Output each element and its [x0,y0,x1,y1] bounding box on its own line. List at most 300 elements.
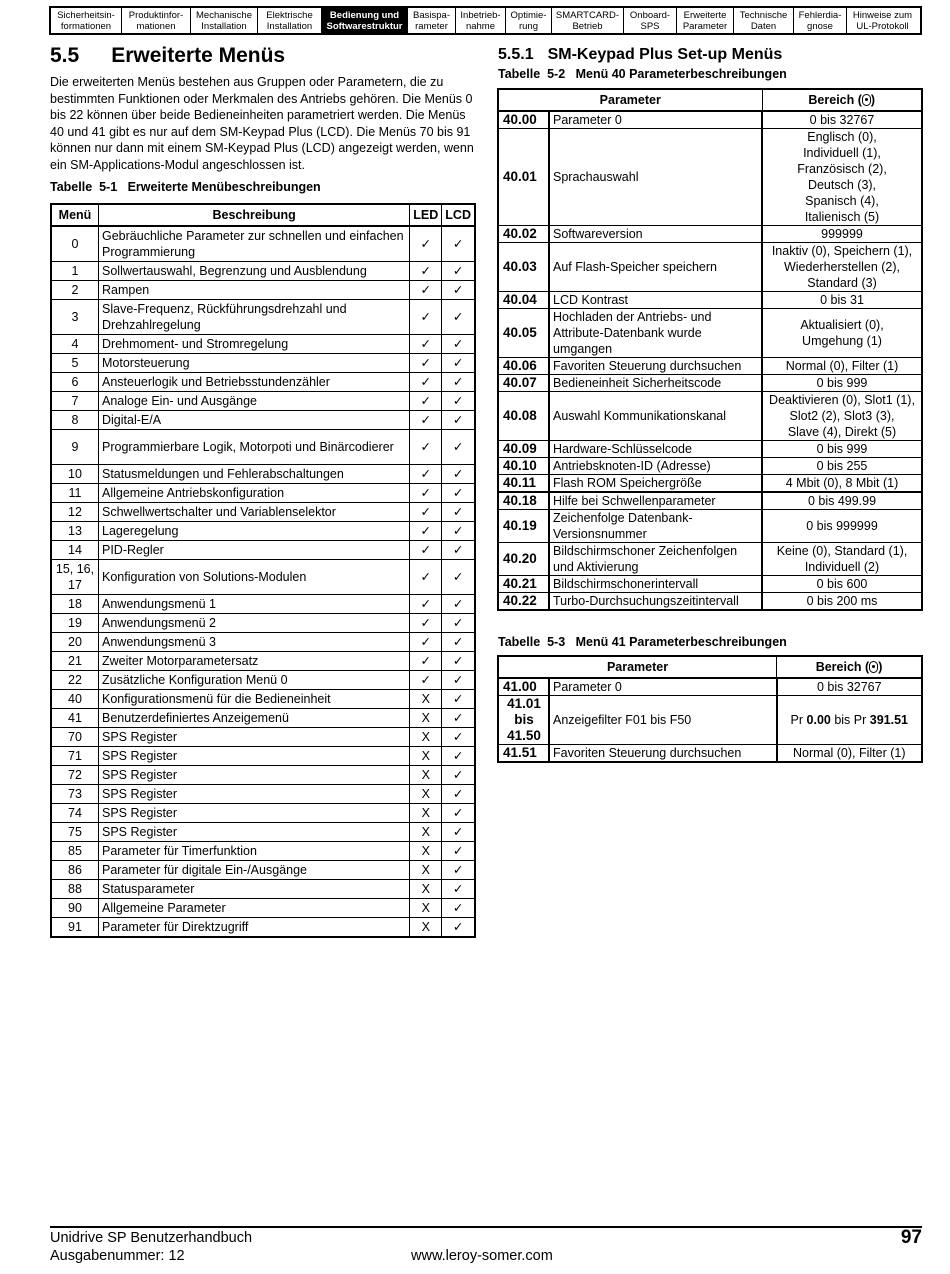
table-row [51,392,475,411]
led-support-cell: ✓ [410,392,442,411]
menu-description-cell: Statusmeldungen und Fehlerabschaltungen [99,465,410,484]
subsection-title: SM-Keypad Plus Set-up Menüs [547,46,783,63]
lcd-support-cell: ✓ [442,614,475,633]
led-support-cell: ✓ [410,652,442,671]
menu-description-cell: Anwendungsmenü 2 [99,614,410,633]
table-row [498,678,922,696]
nav-tab[interactable]: Onboard- SPS [624,8,677,33]
lcd-support-cell: ✓ [442,541,475,560]
led-support-cell: ✓ [410,335,442,354]
menu-number-cell: 15, 16, 17 [51,560,99,595]
menu-description-cell: Rampen [99,281,410,300]
table-row [498,309,922,358]
extended-menus-table [50,203,476,938]
parameter-number-cell: 40.20 [498,543,549,576]
parameter-range-cell: Deaktivieren (0), Slot1 (1), Slot2 (2), Slot3 (3), Slave (4), Direkt (5) [762,392,922,441]
led-support-cell: ✓ [410,373,442,392]
menu-description-cell: Drehmoment- und Stromregelung [99,335,410,354]
table-row [498,593,922,611]
col-header-led: LED [410,204,442,226]
menu-number-cell: 7 [51,392,99,411]
lcd-support-cell: ✓ [442,465,475,484]
range-header-close: ) [878,660,883,674]
footer-divider [50,1226,922,1228]
menu-number-cell: 4 [51,335,99,354]
led-support-cell: X [410,785,442,804]
parameter-description-cell: Hochladen der Antriebs- und Attribute-Datenbank wurde umgangen [549,309,762,358]
parameter-range-cell: 0 bis 600 [762,576,922,593]
table1-caption [50,180,321,194]
subsection-heading [498,46,782,64]
parameter-number-cell: 40.11 [498,475,549,493]
led-support-cell: X [410,880,442,899]
led-support-cell: X [410,709,442,728]
footer-issue-number: Ausgabenummer: 12 [50,1248,185,1264]
led-support-cell: ✓ [410,560,442,595]
parameter-range-cell: Normal (0), Filter (1) [777,745,922,763]
table-row [498,510,922,543]
nav-tab[interactable]: Sicherheitsin- formationen [51,8,122,33]
col-header-lcd: LCD [442,204,475,226]
menu-number-cell: 10 [51,465,99,484]
lcd-support-cell: ✓ [442,503,475,522]
parameter-description-cell: Antriebsknoten-ID (Adresse) [549,458,762,475]
table-row [51,430,475,465]
menu-number-cell: 13 [51,522,99,541]
nav-tab[interactable]: Technische Daten [734,8,794,33]
table-row [498,543,922,576]
menu-number-cell: 5 [51,354,99,373]
lcd-support-cell: ✓ [442,633,475,652]
parameter-description-cell: Parameter 0 [549,678,777,696]
parameter-range-cell: 0 bis 200 ms [762,593,922,611]
lcd-support-cell: ✓ [442,785,475,804]
parameter-range-cell: 0 bis 999999 [762,510,922,543]
parameter-range-cell: 0 bis 31 [762,292,922,309]
table-row [51,842,475,861]
led-support-cell: X [410,747,442,766]
parameter-number-cell: 40.19 [498,510,549,543]
col-header-parameter: Parameter [498,656,777,678]
parameter-range-cell: 0 bis 32767 [777,678,922,696]
nav-tab[interactable]: Basispa- rameter [408,8,456,33]
section-number: 5.5 [50,44,80,67]
menu-number-cell: 72 [51,766,99,785]
lcd-support-cell: ✓ [442,728,475,747]
menu-description-cell: Gebräuchliche Parameter zur schnellen und einfachen Programmierung [99,226,410,262]
menu-number-cell: 71 [51,747,99,766]
table-row [51,373,475,392]
lcd-support-cell: ✓ [442,595,475,614]
table3-caption-title: Menü 41 Parameterbeschreibungen [575,635,787,649]
lcd-support-cell: ✓ [442,300,475,335]
table-row [51,465,475,484]
menu-description-cell: SPS Register [99,785,410,804]
parameter-range-cell: 0 bis 999 [762,441,922,458]
nav-tab[interactable]: Erweiterte Parameter [677,8,734,33]
menu-number-cell: 20 [51,633,99,652]
table-row [51,354,475,373]
menu-number-cell: 75 [51,823,99,842]
menu-description-cell: SPS Register [99,804,410,823]
table-row [498,392,922,441]
table-row [498,475,922,493]
menu-description-cell: SPS Register [99,747,410,766]
menu-number-cell: 9 [51,430,99,465]
menu-number-cell: 88 [51,880,99,899]
lcd-support-cell: ✓ [442,373,475,392]
parameter-description-cell: Auswahl Kommunikationskanal [549,392,762,441]
table-row [51,918,475,938]
footer-manual-title: Unidrive SP Benutzerhandbuch [50,1230,253,1246]
menu-number-cell: 41 [51,709,99,728]
menu-number-cell: 6 [51,373,99,392]
menu-number-cell: 8 [51,411,99,430]
table1-caption-label: Tabelle 5-1 [50,180,118,194]
menu-description-cell: PID-Regler [99,541,410,560]
parameter-description-cell: Bildschirmschoner Zeichenfolgen und Aktivierung [549,543,762,576]
led-support-cell: ✓ [410,541,442,560]
range-middle: bis Pr [830,713,870,727]
lcd-support-cell: ✓ [442,430,475,465]
parameter-description-cell: Favoriten Steuerung durchsuchen [549,358,762,375]
lcd-support-cell: ✓ [442,354,475,373]
table-row [498,226,922,243]
menu-number-cell: 0 [51,226,99,262]
menu-description-cell: Zusätzliche Konfiguration Menü 0 [99,671,410,690]
menu-number-cell: 3 [51,300,99,335]
table-row [51,671,475,690]
led-support-cell: X [410,690,442,709]
table-row [51,880,475,899]
parameter-range-cell: 4 Mbit (0), 8 Mbit (1) [762,475,922,493]
led-support-cell: ✓ [410,300,442,335]
led-support-cell: ✓ [410,503,442,522]
table-row [51,300,475,335]
lcd-support-cell: ✓ [442,918,475,938]
lcd-support-cell: ✓ [442,804,475,823]
nav-tab[interactable]: Optimie- rung [506,8,552,33]
page-number: 97 [900,1227,922,1248]
menu-number-cell: 12 [51,503,99,522]
table-row [51,633,475,652]
lcd-support-cell: ✓ [442,690,475,709]
menu-number-cell: 14 [51,541,99,560]
menu-number-cell: 70 [51,728,99,747]
led-support-cell: X [410,842,442,861]
lcd-support-cell: ✓ [442,392,475,411]
menu-number-cell: 2 [51,281,99,300]
menu-number-cell: 21 [51,652,99,671]
table-row [498,458,922,475]
menu-description-cell: Programmierbare Logik, Motorpoti und Binärcodierer [99,430,410,465]
menu-description-cell: Statusparameter [99,880,410,899]
parameter-number-cell: 40.18 [498,492,549,510]
menu-number-cell: 74 [51,804,99,823]
menu-description-cell: Lageregelung [99,522,410,541]
lcd-support-cell: ✓ [442,671,475,690]
parameter-description-cell: Parameter 0 [549,111,762,129]
lcd-support-cell: ✓ [442,281,475,300]
parameter-range-cell: Englisch (0), Individuell (1), Französisch (2), Deutsch (3), Spanisch (4), Italienisch (5) [762,129,922,226]
parameter-range-cell: Keine (0), Standard (1), Individuell (2) [762,543,922,576]
led-support-cell: ✓ [410,411,442,430]
nav-tab[interactable]: Inbetrieb- nahme [456,8,506,33]
menu-number-cell: 86 [51,861,99,880]
table-row [51,411,475,430]
parameter-range-cell [777,696,922,745]
parameter-number-cell: 40.06 [498,358,549,375]
nav-tab[interactable]: Fehlerdia- gnose [794,8,847,33]
menu-description-cell: Analoge Ein- und Ausgänge [99,392,410,411]
parameter-number-cell: 40.05 [498,309,549,358]
led-support-cell: ✓ [410,226,442,262]
led-support-cell: ✓ [410,671,442,690]
lcd-support-cell: ✓ [442,747,475,766]
table-row [51,861,475,880]
lcd-support-cell: ✓ [442,262,475,281]
led-support-cell: ✓ [410,465,442,484]
parameter-description-cell: Auf Flash-Speicher speichern [549,243,762,292]
menu-description-cell: Zweiter Motorparametersatz [99,652,410,671]
menu-description-cell: Parameter für Direktzugriff [99,918,410,938]
menu-description-cell: SPS Register [99,766,410,785]
table-row [498,492,922,510]
menu-description-cell: SPS Register [99,823,410,842]
table2-caption-title: Menü 40 Parameterbeschreibungen [575,67,787,81]
menu-description-cell: Konfigurationsmenü für die Bedieneinheit [99,690,410,709]
menu-number-cell: 90 [51,899,99,918]
menu-description-cell: Konfiguration von Solutions-Modulen [99,560,410,595]
lcd-support-cell: ✓ [442,842,475,861]
led-support-cell: ✓ [410,484,442,503]
menu-description-cell: Anwendungsmenü 1 [99,595,410,614]
parameter-range-cell: Aktualisiert (0), Umgehung (1) [762,309,922,358]
nav-tab[interactable]: Produktinfor- mationen [122,8,191,33]
range-header-text: Bereich ( [808,93,862,107]
parameter-description-cell: Turbo-Durchsuchungszeitintervall [549,593,762,611]
led-support-cell: X [410,728,442,747]
table2-caption [498,67,787,81]
menu-number-cell: 18 [51,595,99,614]
table-row [51,281,475,300]
subsection-number: 5.5.1 [498,46,534,63]
table-row [51,785,475,804]
menu41-parameter-table [497,655,923,763]
table-row [51,226,475,262]
parameter-description-cell: Softwareversion [549,226,762,243]
range-header-close: ) [870,93,876,107]
menu-number-cell: 11 [51,484,99,503]
parameter-description-cell: Favoriten Steuerung durchsuchen [549,745,777,763]
parameter-range-cell: Inaktiv (0), Speichern (1), Wiederherstellen (2), Standard (3) [762,243,922,292]
keypad-icon [862,94,871,106]
table-row [51,614,475,633]
table-row [51,766,475,785]
table-row [51,503,475,522]
table-row [498,358,922,375]
table-row [51,747,475,766]
col-header-range [762,89,922,111]
table-row [498,745,922,763]
menu40-parameter-table [497,88,923,611]
lcd-support-cell: ✓ [442,880,475,899]
led-support-cell: ✓ [410,281,442,300]
led-support-cell: X [410,766,442,785]
table-row [498,441,922,458]
led-support-cell: X [410,899,442,918]
lcd-support-cell: ✓ [442,226,475,262]
parameter-number-cell: 40.00 [498,111,549,129]
range-header-text: Bereich ( [815,660,870,674]
parameter-range-cell: 0 bis 999 [762,375,922,392]
led-support-cell: ✓ [410,595,442,614]
parameter-number-cell: 40.10 [498,458,549,475]
parameter-description-cell: Hilfe bei Schwellenparameter [549,492,762,510]
parameter-range-cell: Normal (0), Filter (1) [762,358,922,375]
parameter-number-cell: 40.22 [498,593,549,611]
table-row [51,541,475,560]
lcd-support-cell: ✓ [442,766,475,785]
parameter-number-cell: 40.09 [498,441,549,458]
parameter-description-cell: Zeichenfolge Datenbank-Versionsnummer [549,510,762,543]
parameter-description-cell: Hardware-Schlüsselcode [549,441,762,458]
parameter-description-cell: Anzeigefilter F01 bis F50 [549,696,777,745]
table-row [51,560,475,595]
table-row [498,576,922,593]
table-row [51,709,475,728]
menu-description-cell: Allgemeine Parameter [99,899,410,918]
table-row [51,823,475,842]
led-support-cell: X [410,823,442,842]
table-row [498,129,922,226]
parameter-description-cell: Flash ROM Speichergröße [549,475,762,493]
col-header-menu: Menü [51,204,99,226]
led-support-cell: ✓ [410,430,442,465]
menu-description-cell: Digital-E/A [99,411,410,430]
table-row [51,335,475,354]
parameter-number-cell: 41.51 [498,745,549,763]
menu-number-cell: 40 [51,690,99,709]
parameter-range-cell: 0 bis 499.99 [762,492,922,510]
parameter-number-cell: 40.04 [498,292,549,309]
lcd-support-cell: ✓ [442,484,475,503]
lcd-support-cell: ✓ [442,861,475,880]
nav-tab[interactable]: Elektrische Installation [258,8,322,33]
led-support-cell: ✓ [410,354,442,373]
table-row [51,690,475,709]
col-header-parameter: Parameter [498,89,762,111]
table-row [51,728,475,747]
menu-description-cell: Schwellwertschalter und Variablenselektor [99,503,410,522]
menu-number-cell: 85 [51,842,99,861]
parameter-range-cell: 0 bis 32767 [762,111,922,129]
table3-caption-label: Tabelle 5-3 [498,635,566,649]
menu-description-cell: Parameter für digitale Ein-/Ausgänge [99,861,410,880]
parameter-description-cell: Sprachauswahl [549,129,762,226]
table-row [51,899,475,918]
led-support-cell: ✓ [410,262,442,281]
parameter-number-cell: 41.00 [498,678,549,696]
menu-description-cell: Motorsteuerung [99,354,410,373]
table-row [51,804,475,823]
range-end-value: 391.51 [869,713,908,727]
table1-caption-title: Erweiterte Menübeschreibungen [127,180,321,194]
section-title: Erweiterte Menüs [111,44,286,67]
range-start-value: 0.00 [806,713,831,727]
footer-website-link[interactable]: www.leroy-somer.com [411,1248,553,1264]
parameter-description-cell: Bildschirmschonerintervall [549,576,762,593]
table-row [51,484,475,503]
parameter-number-cell: 40.01 [498,129,549,226]
led-support-cell: X [410,918,442,938]
col-header-range [777,656,922,678]
lcd-support-cell: ✓ [442,560,475,595]
led-support-cell: ✓ [410,614,442,633]
menu-number-cell: 1 [51,262,99,281]
menu-number-cell: 19 [51,614,99,633]
range-prefix: Pr [790,713,807,727]
table-row [498,292,922,309]
parameter-number-cell: 40.07 [498,375,549,392]
lcd-support-cell: ✓ [442,522,475,541]
nav-tab[interactable]: Bedienung und Softwarestruktur [322,8,408,33]
menu-number-cell: 91 [51,918,99,938]
section-intro: Die erweiterten Menüs bestehen aus Gruppen oder Parametern, die zu bestimmten Funktionen oder Merkmalen des Antriebs gehören. Die Menüs 0 bis 22 können über beide Bedieneinheiten parametriert werden. Die Menüs 40 und 41 gibt es nur auf dem SM-Keypad Plus (LCD). Die Menüs 70 bis 91 können nur dann mit einem SM-Keypad Plus (LCD) angezeigt werden, wenn ein SM-Applications-Modul angeschlossen ist. [50,75,474,172]
table-row [51,262,475,281]
section-heading [50,44,285,68]
parameter-range-cell: 999999 [762,226,922,243]
col-header-description: Beschreibung [99,204,410,226]
table-row [51,595,475,614]
lcd-support-cell: ✓ [442,411,475,430]
lcd-support-cell: ✓ [442,335,475,354]
menu-number-cell: 22 [51,671,99,690]
nav-tab[interactable]: SMARTCARD- Betrieb [552,8,624,33]
keypad-icon [869,661,878,673]
nav-tab[interactable]: Hinweise zum UL-Protokoll [852,9,913,32]
led-support-cell: ✓ [410,633,442,652]
chapter-nav-tabs [49,6,922,35]
menu-description-cell: Parameter für Timerfunktion [99,842,410,861]
nav-tab[interactable]: Mechanische Installation [191,8,258,33]
led-support-cell: X [410,861,442,880]
table2-caption-label: Tabelle 5-2 [498,67,566,81]
menu-description-cell: Ansteuerlogik und Betriebsstundenzähler [99,373,410,392]
parameter-number-cell: 40.08 [498,392,549,441]
parameter-description-cell: LCD Kontrast [549,292,762,309]
parameter-range-cell: 0 bis 255 [762,458,922,475]
parameter-number-cell: 40.03 [498,243,549,292]
parameter-number-cell: 40.21 [498,576,549,593]
table-row [51,652,475,671]
table-row [498,243,922,292]
table3-caption [498,635,787,649]
parameter-number-cell: 41.01 bis 41.50 [498,696,549,745]
lcd-support-cell: ✓ [442,652,475,671]
table-row [51,522,475,541]
led-support-cell: ✓ [410,522,442,541]
menu-number-cell: 73 [51,785,99,804]
lcd-support-cell: ✓ [442,899,475,918]
parameter-number-cell: 40.02 [498,226,549,243]
table-row [498,111,922,129]
table-row [498,696,922,745]
lcd-support-cell: ✓ [442,823,475,842]
menu-description-cell: SPS Register [99,728,410,747]
table-row [498,375,922,392]
menu-description-cell: Allgemeine Antriebskonfiguration [99,484,410,503]
